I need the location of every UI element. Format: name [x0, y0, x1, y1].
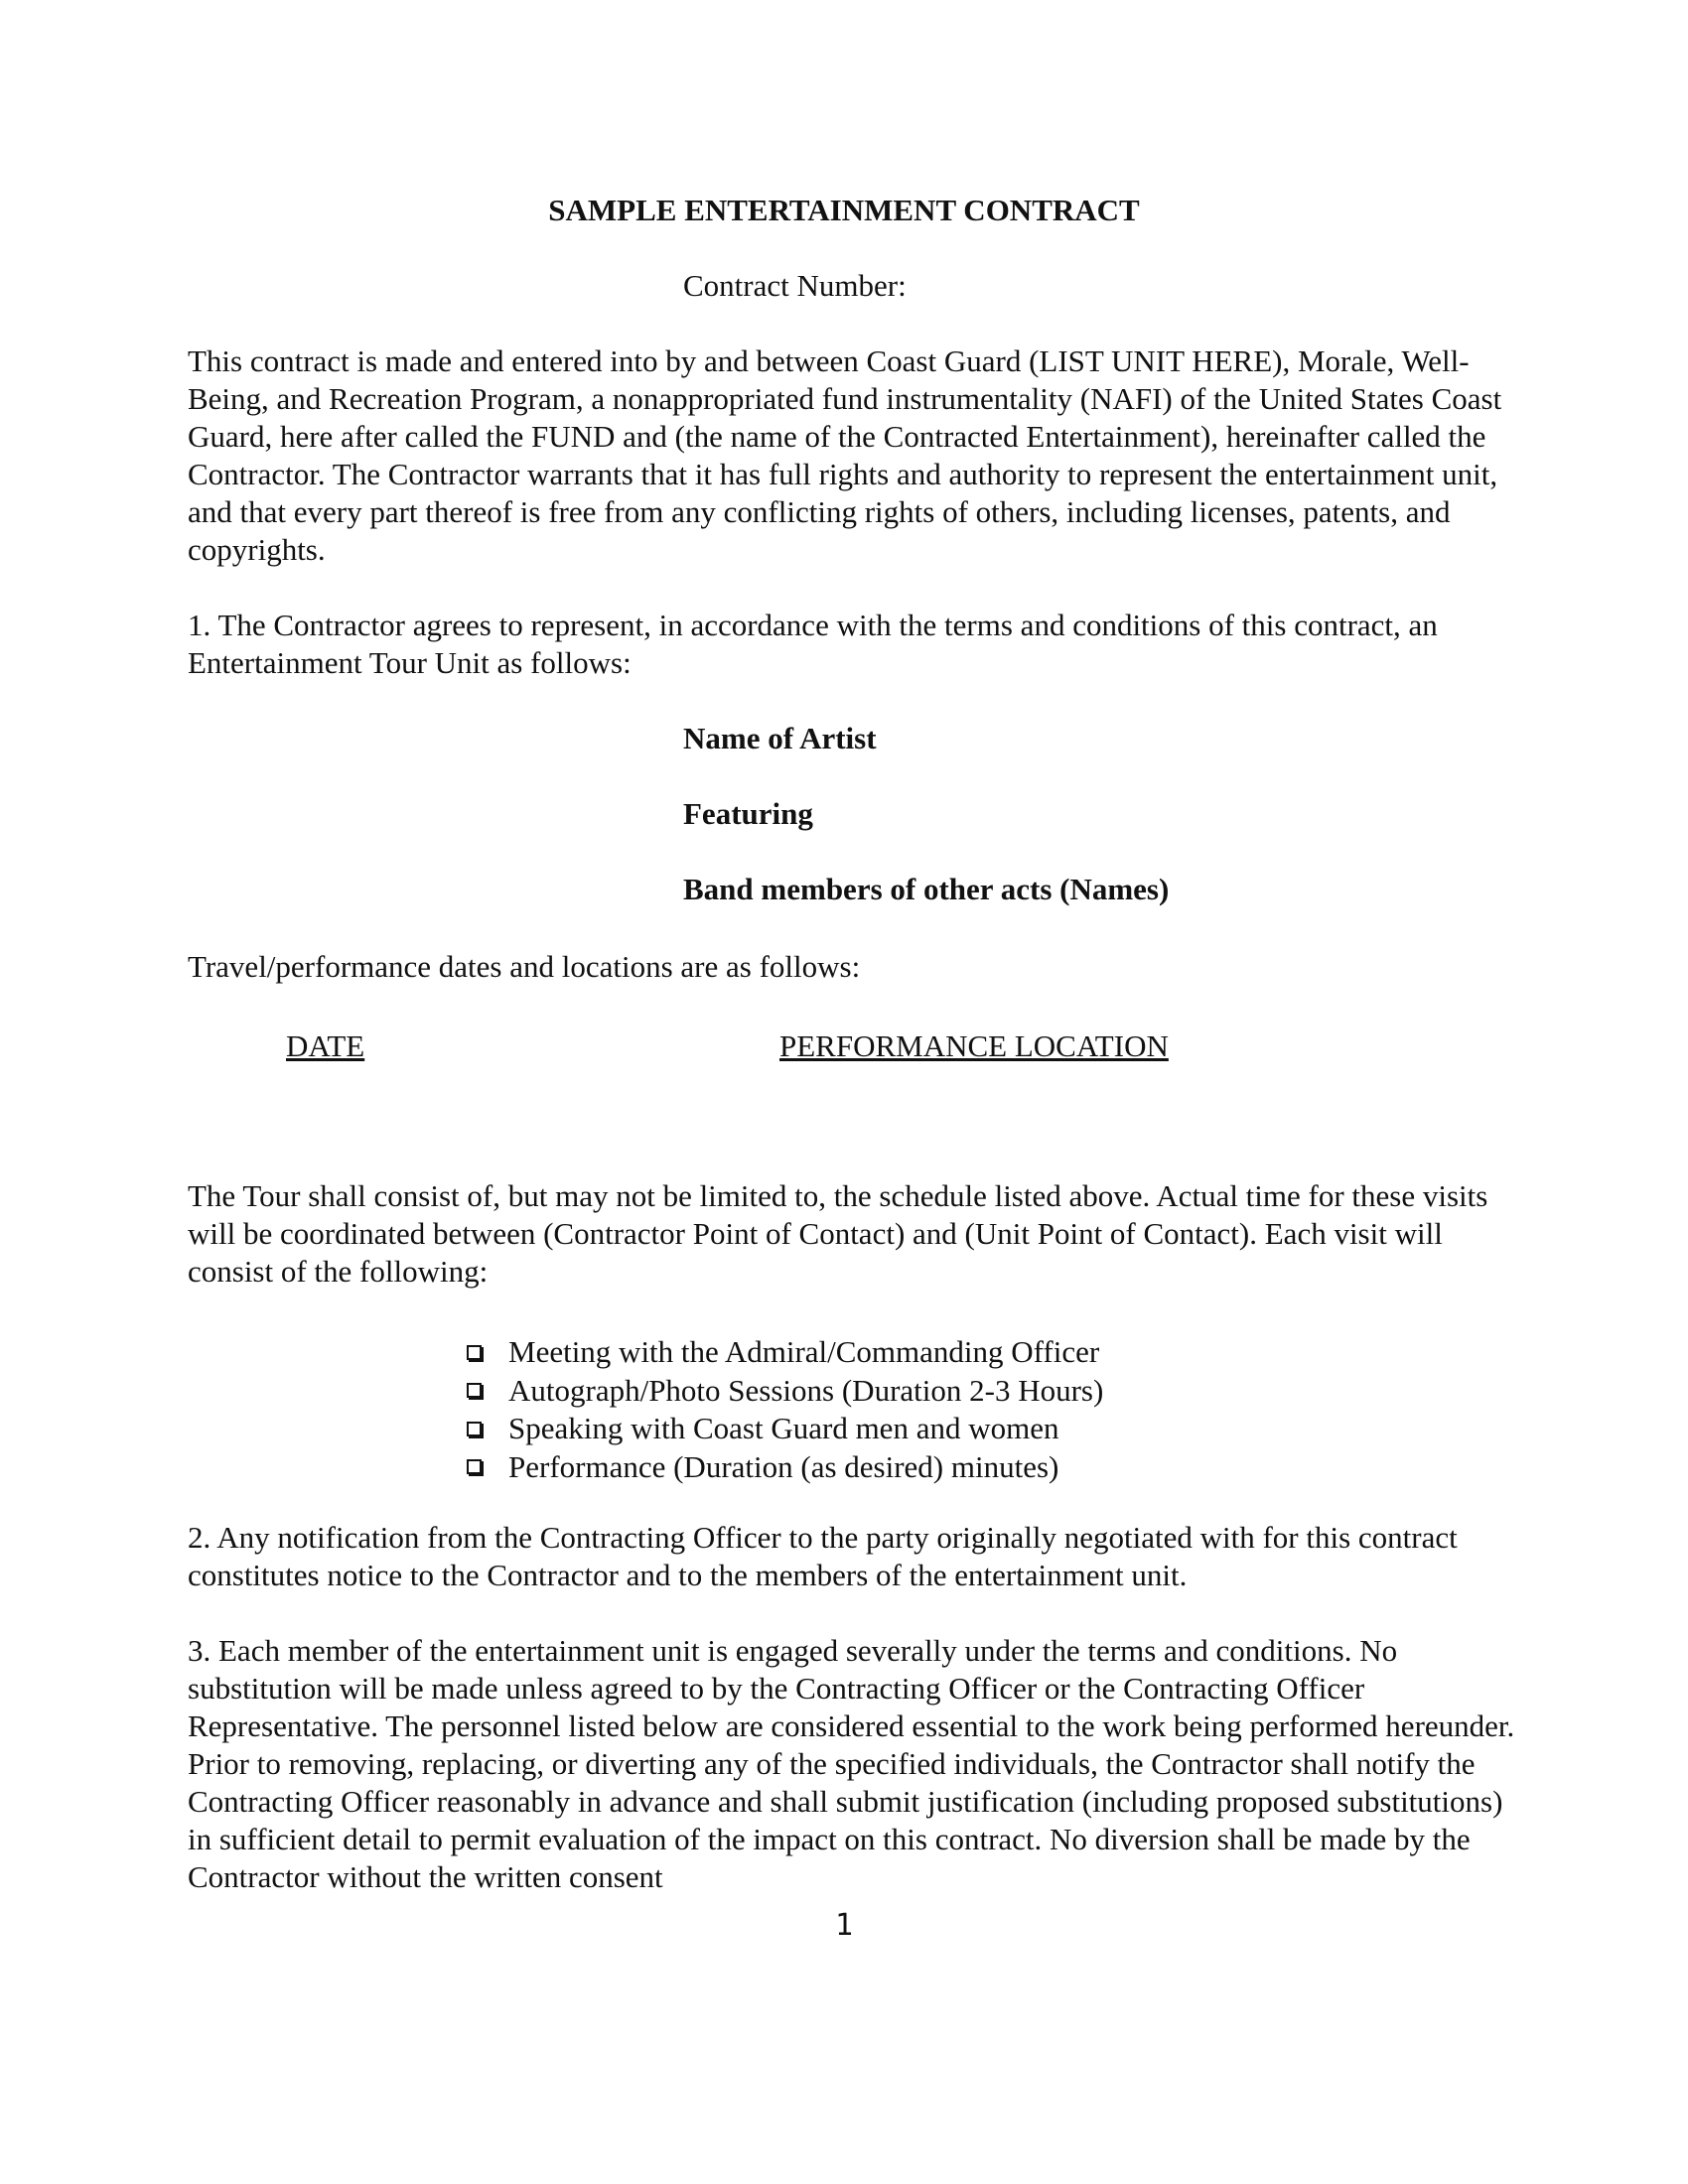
travel-intro-line: Travel/performance dates and locations are as follows:: [188, 949, 861, 984]
visit-activities-list: [467, 1333, 1103, 1486]
intro-paragraph: This contract is made and entered into by and between Coast Guard (LIST UNIT HERE), Morale, Well-Being, and Recreation Program, a nonappropriated fund instrumentality (NAFI) of the United States Coast Guard, here after called the FUND and (the name of the Contracted Entertainment), hereinafter called the Contractor. The Contractor warrants that it has full rights and authority to represent the entertainment unit, and that every part thereof is free from any conflicting rights of others, including licenses, patents, and copyrights.: [188, 343, 1502, 567]
list-item-text: Speaking with Coast Guard men and women: [508, 1411, 1059, 1446]
list-item: [467, 1333, 1103, 1372]
checkbox-bullet-icon: [467, 1422, 482, 1436]
list-item-text: Autograph/Photo Sessions (Duration 2-3 Hours): [508, 1372, 1104, 1408]
tour-paragraph: The Tour shall consist of, but may not be limited to, the schedule listed above. Actual time for these visits will be coordinated between (Contractor Point of Contact) and (Unit Point of Contact). Each visit will consist of the following:: [188, 1178, 1488, 1289]
date-column-header: DATE: [286, 1028, 365, 1063]
featuring-line: Featuring: [683, 796, 813, 831]
document-title: SAMPLE ENTERTAINMENT CONTRACT: [548, 193, 1140, 227]
band-members-line: Band members of other acts (Names): [683, 872, 1170, 906]
list-item: [467, 1448, 1103, 1487]
clause-3-paragraph: 3. Each member of the entertainment unit is engaged severally under the terms and conditions. No substitution will be made unless agreed to by the Contracting Officer or the Contracting Officer Representative. The personnel listed below are considered essential to the work being performed hereunder. Prior to removing, replacing, or diverting any of the specified individuals, the Contractor shall notify the Contracting Officer reasonably in advance and shall submit justification (including proposed substitutions) in sufficient detail to permit evaluation of the impact on this contract. No diversion shall be made by the Contractor without the written consent: [188, 1633, 1515, 1894]
contract-number-label: Contract Number:: [683, 268, 907, 303]
clause-2-paragraph: 2. Any notification from the Contracting Officer to the party originally negotiated with for this contract constitutes notice to the Contractor and to the members of the entertainment unit.: [188, 1520, 1458, 1592]
checkbox-bullet-icon: [467, 1383, 482, 1398]
clause-1-paragraph: 1. The Contractor agrees to represent, in accordance with the terms and conditions of this contract, an Entertainment Tour Unit as follows:: [188, 608, 1438, 680]
page-number: 1: [834, 1908, 854, 1943]
list-item: [467, 1372, 1103, 1411]
checkbox-bullet-icon: [467, 1345, 482, 1360]
list-item-text: Meeting with the Admiral/Commanding Officer: [508, 1334, 1100, 1370]
location-column-header: PERFORMANCE LOCATION: [779, 1028, 1169, 1063]
checkbox-bullet-icon: [467, 1459, 482, 1474]
list-item: [467, 1410, 1103, 1448]
artist-name-line: Name of Artist: [683, 721, 877, 755]
list-item-text: Performance (Duration (as desired) minutes): [508, 1448, 1059, 1484]
